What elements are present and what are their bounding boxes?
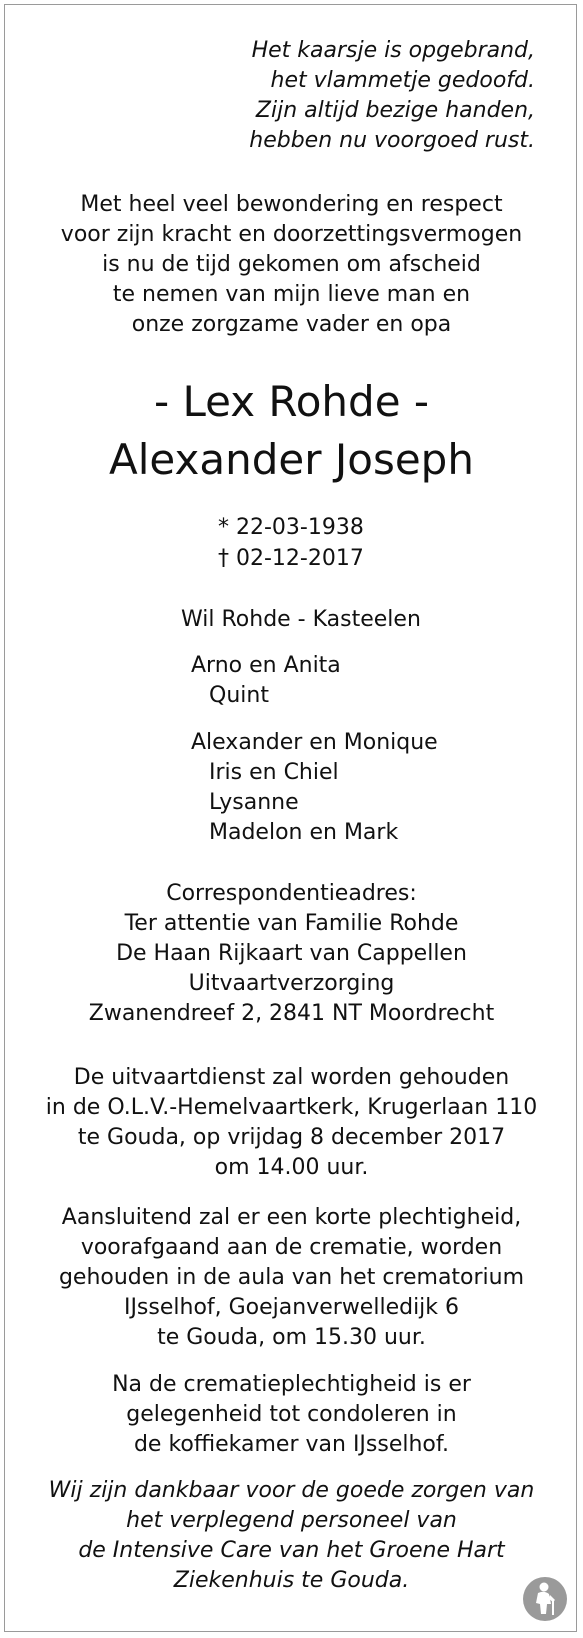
service-line: om 14.00 uur. — [214, 1155, 369, 1180]
poem-line: Zijn altijd bezige handen, — [255, 98, 535, 123]
poem-line: het vlammetje gedoofd. — [270, 68, 535, 93]
intro-line: te nemen van mijn lieve man en — [112, 282, 471, 307]
family-child: Quint — [209, 683, 269, 708]
service-line: te Gouda, op vrijdag 8 december 2017 — [77, 1125, 506, 1150]
poem — [249, 36, 535, 156]
cremation-info — [0, 1203, 583, 1353]
intro-line: Met heel veel bewondering en respect — [80, 192, 503, 217]
cremation-line: voorafgaand aan de crematie, worden — [80, 1235, 503, 1260]
family-group — [191, 651, 341, 711]
intro-line: onze zorgzame vader en opa — [131, 312, 452, 337]
cremation-line: Aansluitend zal er een korte plechtigheid, — [61, 1205, 522, 1230]
thanks-line: Wij zijn dankbaar voor de goede zorgen van — [48, 1478, 535, 1503]
cremation-line: te Gouda, om 15.30 uur. — [157, 1325, 426, 1350]
deceased-nickname: - Lex Rohde - — [153, 377, 430, 426]
funeral-service-info — [0, 1063, 583, 1183]
family-group — [191, 728, 438, 848]
intro-text — [0, 190, 583, 340]
birth-date: * 22-03-1938 — [218, 515, 364, 540]
condolence-line: Na de crematieplechtigheid is er — [112, 1372, 471, 1397]
family-parents: Alexander en Monique — [191, 730, 438, 755]
address-line: Ter attentie van Familie Rohde — [124, 911, 459, 936]
family-child: Iris en Chiel — [209, 760, 339, 785]
condolence-info — [0, 1370, 583, 1460]
spouse-name: Wil Rohde - Kasteelen — [181, 607, 421, 632]
correspondence-address — [0, 879, 583, 1029]
address-line: Correspondentieadres: — [166, 881, 417, 906]
life-dates — [218, 512, 364, 574]
family-parents: Arno en Anita — [191, 653, 341, 678]
family-child: Madelon en Mark — [209, 820, 399, 845]
service-line: De uitvaartdienst zal worden gehouden — [73, 1065, 510, 1090]
address-line: Uitvaartverzorging — [188, 971, 395, 996]
cremation-line: gehouden in de aula van het crematorium — [58, 1265, 525, 1290]
service-line: in de O.L.V.-Hemelvaartkerk, Krugerlaan 110 — [45, 1095, 538, 1120]
death-date: † 02-12-2017 — [218, 546, 364, 571]
address-line: Zwanendreef 2, 2841 NT Moordrecht — [88, 1001, 495, 1026]
condolence-line: gelegenheid tot condoleren in — [126, 1402, 457, 1427]
family-child: Lysanne — [209, 790, 299, 815]
cremation-line: IJsselhof, Goejanverwelledijk 6 — [123, 1295, 460, 1320]
condolence-line: de koffiekamer van IJsselhof. — [133, 1432, 450, 1457]
memorial-figure-icon — [522, 1576, 568, 1622]
intro-line: voor zijn kracht en doorzettingsvermogen — [60, 222, 523, 247]
poem-line: hebben nu voorgoed rust. — [249, 128, 535, 153]
thanks-line: de Intensive Care van het Groene Hart — [78, 1538, 505, 1563]
poem-line: Het kaarsje is opgebrand, — [251, 38, 535, 63]
deceased-full-name: Alexander Joseph — [109, 435, 474, 484]
intro-line: is nu de tijd gekomen om afscheid — [102, 252, 481, 277]
thanks-line: Ziekenhuis te Gouda. — [173, 1568, 410, 1593]
address-line: De Haan Rijkaart van Cappellen — [116, 941, 467, 966]
thanks-line: het verplegend personeel van — [126, 1508, 457, 1533]
thanks-text — [0, 1476, 583, 1596]
